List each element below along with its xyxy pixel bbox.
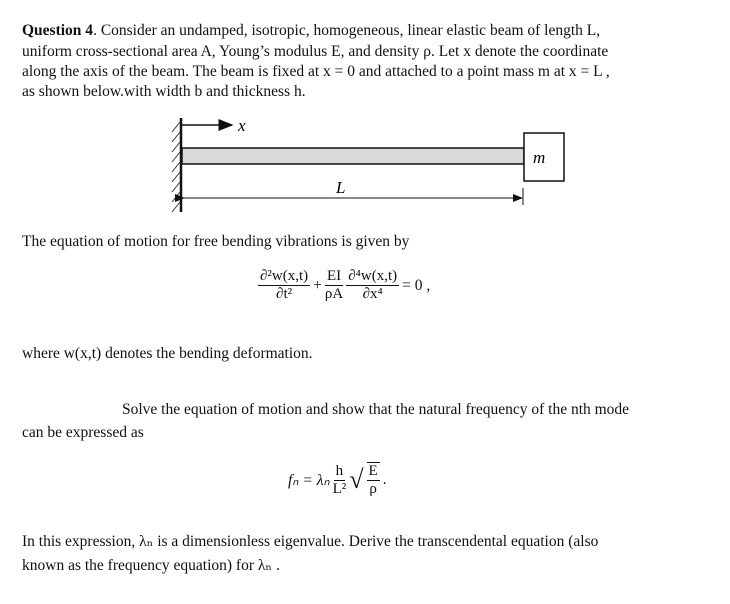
numerator: h bbox=[335, 462, 344, 479]
denominator: ρ bbox=[369, 481, 377, 497]
where-text: where w(x,t) denotes the bending deformation. bbox=[22, 345, 313, 362]
denominator: ρA bbox=[324, 286, 344, 302]
natural-frequency-formula bbox=[288, 462, 387, 498]
beam-figure bbox=[0, 0, 730, 230]
final-line-2: known as the frequency equation) for λₙ . bbox=[22, 557, 280, 574]
plus-sign: + bbox=[313, 276, 322, 294]
fraction bbox=[258, 268, 310, 303]
question-line-4: as shown below.with width b and thickness h. bbox=[22, 83, 306, 100]
solve-line-2: can be expressed as bbox=[22, 424, 144, 441]
numerator: ∂²w(x,t) bbox=[260, 268, 309, 284]
eom-intro: The equation of motion for free bending vibrations is given by bbox=[22, 233, 410, 250]
formula-lhs: fₙ = λₙ bbox=[288, 471, 330, 489]
numerator: EI bbox=[326, 268, 342, 284]
question-label: Question 4 bbox=[22, 22, 94, 39]
numerator: E bbox=[368, 463, 378, 479]
question-line-3: along the axis of the beam. The beam is fixed at x = 0 and attached to a point mass m at x = L , bbox=[22, 63, 610, 80]
final-line-1: In this expression, λₙ is a dimensionless eigenvalue. Derive the transcendental equation (also bbox=[22, 533, 599, 550]
period: . bbox=[382, 471, 387, 488]
fraction bbox=[346, 268, 399, 303]
question-line-2: uniform cross-sectional area A, Young’s modulus E, and density ρ. Let x denote the coordinate bbox=[22, 43, 609, 60]
denominator: L² bbox=[332, 480, 347, 497]
mass-label: m bbox=[533, 148, 546, 167]
x-axis-label: x bbox=[238, 116, 246, 135]
beam bbox=[182, 148, 524, 164]
solve-line-1: Solve the equation of motion and show that the natural frequency of the nth mode bbox=[122, 401, 630, 418]
question-text: . Consider an undamped, isotropic, homogeneous, linear elastic beam of length L, bbox=[93, 22, 601, 39]
fraction bbox=[325, 268, 343, 303]
numerator: ∂⁴w(x,t) bbox=[348, 268, 398, 284]
fraction bbox=[367, 462, 380, 498]
equals-zero: = 0 , bbox=[402, 276, 431, 294]
sqrt-sign: √ bbox=[349, 465, 364, 494]
denominator: ∂x⁴ bbox=[362, 286, 383, 302]
wall-hatch bbox=[172, 122, 180, 212]
equation-of-motion bbox=[258, 268, 430, 303]
denominator: ∂t² bbox=[276, 286, 293, 302]
length-label: L bbox=[336, 178, 346, 197]
fraction bbox=[333, 463, 347, 498]
